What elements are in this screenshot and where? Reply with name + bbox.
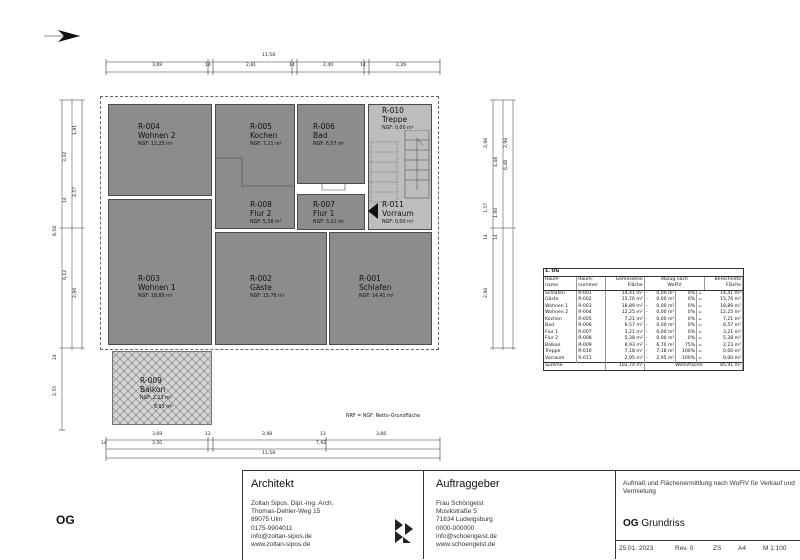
table-cell: R-006 [577,323,606,330]
table-cell: 15,76 m² [606,297,645,304]
table-cell: 6,57 m² [705,323,743,330]
room-label-r001: R-001 Schlafen NGF: 14,41 m² [359,274,394,299]
table-cell: 0,00 m² [650,290,676,297]
table-cell: R-007 [577,330,606,337]
dim-right: 2,96 [484,137,489,148]
table-cell: 0% [676,336,697,343]
dim-bottom: 3,66 [376,432,387,437]
col-header: Berechnete Fläche [705,277,743,291]
table-operator: - [645,329,648,335]
dim-right: 4,48 [494,156,499,167]
dim-right: 2,96 [504,137,509,148]
room-label-r006: R-006 Bad NGF: 6,57 m² [313,122,345,147]
dim-right: 1,60 [494,207,499,218]
table-cell: 0% [676,330,697,337]
dim-bottom: 3,98 [262,432,273,437]
dim-bottom: 3,69 [152,432,163,437]
table-cell: 15,76 m² [705,297,743,304]
dim-bottom: 13 [320,432,326,437]
dim-top-seg: 14 [289,63,295,68]
dim-top-total: 11,58 [262,53,276,58]
table-cell: 14,41 m² [606,290,645,297]
dim-left: 3,32 [63,151,68,162]
dim-top-seg: 14 [205,63,211,68]
table-cell: 8,93 m² [606,343,645,350]
paper-size: A4 [738,545,746,552]
table-operator: - [645,355,648,361]
table-cell: 7,18 m² [606,349,645,356]
dim-bottom: 3,50 [152,441,163,446]
table-cell: Flur 2 [544,336,577,343]
dim-right: 14 [494,234,499,240]
dim-left: 6,12 [63,269,68,280]
dim-left: 8,58 [53,225,58,236]
table-operator: - [645,336,648,341]
dim-left: 14 [63,197,68,203]
col-header: Raum- nummer [577,277,606,291]
table-operator: - [645,290,648,296]
col-header: Abzug nach WoFlV [644,277,705,291]
table-operator: = [698,297,702,302]
title-block [242,470,800,560]
architect-logo-icon [393,517,415,545]
dim-top-seg: 2,81 [246,63,257,68]
table-cell: Treppe [544,349,577,356]
client-address: Frau Schöngeist Musikstraße 5 71634 Ludwigsburg 0000-000000 info@schoengeist.de www.schoengeist.de [436,500,497,549]
area-table [543,268,744,371]
room-label-r007: R-007 Flur 1 NGF: 3,21 m² [313,200,345,225]
table-cell: R-010 [577,349,606,356]
dim-right: 1,57 [484,202,489,213]
wohnflaeche-label: Wohnfläche: [644,363,705,370]
col-header: Raum- name [544,277,577,291]
table-cell: 0% [676,310,697,317]
floor-label: OG [56,513,75,527]
architect-heading: Architekt [251,478,294,490]
room-label-r008: R-008 Flur 2 NGF: 5,38 m² [250,200,282,225]
table-cell: 0% [676,317,697,324]
room-label-r002: R-002 Gäste NGF: 15,76 m² [250,274,285,299]
room-label-r011: R-011 Vorraum NGF: 0,00 m² [382,200,414,225]
plan-date: 25.01. 2023 [619,545,654,552]
table-cell: 0,00 m² [650,297,676,304]
sum-value: 102,74 m² [606,363,645,370]
sum-label: Summe [544,363,606,370]
table-cell: 0,00 m² [650,304,676,311]
plan-title: OG Grundriss [623,518,685,529]
table-operator: = [698,355,702,361]
table-operator: - [645,323,648,328]
table-cell: R-005 [577,317,606,324]
table-cell: 0% [676,304,697,311]
table-cell: 14,41 m² [705,290,743,297]
table-cell: 6,57 m² [606,323,645,330]
table-operator: = [698,290,702,296]
table-cell: R-008 [577,336,606,343]
table-cell: 3,21 m² [606,330,645,337]
dim-top-seg: 14 [360,63,366,68]
table-cell: 0% [676,290,697,297]
dim-bottom: 14 [101,441,107,446]
project-description: Aufmaß und Flächenermittlung nach WoFlV für Verkauf und Vermietung [623,480,795,496]
table-cell: Wohnen 1 [544,304,577,311]
table-cell: R-001 [577,290,606,297]
table-row [544,290,743,297]
table-cell: 12,25 m² [705,310,743,317]
dim-right: 6,48 [504,159,509,170]
table-cell: 2,23 m² [705,343,743,350]
table-cell: 0,00 m² [650,330,676,337]
table-cell: 5,38 m² [606,336,645,343]
dim-right: 2,96 [484,287,489,298]
table-operator: - [645,342,648,348]
area-table-title: 1. OG [544,269,743,277]
table-cell: 18,89 m² [606,304,645,311]
room-label-r005: R-005 Kochen NGF: 7,21 m² [250,122,282,147]
dim-bottom: 12 [205,432,211,437]
table-operator: - [645,310,648,315]
table-cell: R-004 [577,310,606,317]
meta-divider [615,540,800,541]
table-cell: Bad [544,323,577,330]
table-cell: 18,89 m² [705,304,743,311]
table-operator: = [698,342,702,348]
table-header-row [544,277,743,291]
dim-top-seg: 2,26 [396,63,407,68]
dim-bottom: 7,92 [316,441,327,446]
table-cell: 0,00 m² [650,317,676,324]
table-operator: = [698,323,702,328]
table-cell: Schlafen [544,290,577,297]
table-cell: 5,38 m² [705,336,743,343]
wohnflaeche-value: 85,91 m² [705,363,743,370]
legend-note: NRF = NGF: Netto-Grundfläche [346,414,421,419]
table-cell: 100% [676,356,697,363]
table-cell: 0,00 m² [705,349,743,356]
table-operator: - [645,303,648,309]
dim-left: 24 [53,354,58,360]
table-cell: 0,00 m² [650,336,676,343]
room-label-r009: R-009 Balkon NGF: 2,23 m² 8,93 m² [140,376,173,410]
table-cell: 75% [676,343,697,350]
table-cell: Flur 1 [544,330,577,337]
table-cell: Kochen [544,317,577,324]
room-label-r010: R-010 Treppe NGF: 0,00 m² [382,106,414,131]
table-operator: = [698,349,702,354]
table-operator: = [698,316,702,322]
entrance-arrow-icon [366,202,380,220]
dim-left: 2,96 [73,287,78,298]
table-cell: R-003 [577,304,606,311]
room-label-r003: R-003 Wohnen 1 NGF: 18,89 m² [138,274,176,299]
table-cell: 2,95 m² [650,356,676,363]
table-cell: 0% [676,297,697,304]
architect-address: Zoltan Sipos, Dipl.-Ing. Arch. Thomas-Dehler-Weg 15 89075 Ulm 0175-9904011 info@zoltan-sipos.de www.zoltan-sipos.de [251,500,334,549]
plan-code: ZS [713,545,722,552]
dim-top-seg: 3,69 [152,63,163,68]
table-cell: 0,00 m² [650,310,676,317]
table-cell: Vorraum [544,356,577,363]
dim-left: 1,91 [73,124,78,135]
dim-left: 2,57 [73,186,78,197]
dim-bottom-total: 11,58 [262,451,276,456]
table-cell: Balkon [544,343,577,350]
table-cell: 6,70 m² [650,343,676,350]
table-cell: Wohnen 2 [544,310,577,317]
table-cell: 7,21 m² [705,317,743,324]
table-cell: 3,21 m² [705,330,743,337]
table-cell: R-011 [577,356,606,363]
col-header: Gemessene Fläche [606,277,645,291]
table-operator: - [645,316,648,322]
dim-top-seg: 2,40 [323,63,334,68]
table-operator: = [698,336,702,341]
client-heading: Auftraggeber [436,478,500,490]
table-cell: Gäste [544,297,577,304]
table-cell: R-009 [577,343,606,350]
table-row [544,356,743,363]
table-sum-row [544,363,743,370]
plan-revision: Rev. 0 [675,545,694,552]
table-cell: 12,25 m² [606,310,645,317]
table-cell: 0,00 m² [650,323,676,330]
table-cell: 2,95 m² [606,356,645,363]
table-operator: = [698,303,702,309]
table-cell: 0,00 m² [705,356,743,363]
table-cell: R-002 [577,297,606,304]
table-operator: - [645,349,648,354]
table-cell: 7,21 m² [606,317,645,324]
room-label-r004: R-004 Wohnen 2 NGF: 12,25 m² [138,122,176,147]
table-operator: = [698,329,702,335]
dim-left: 2,55 [53,385,58,396]
table-cell: 0% [676,323,697,330]
plan-scale: M 1:100 [763,545,787,552]
table-operator: = [698,310,702,315]
table-operator: - [645,297,648,302]
table-cell: 100% [676,349,697,356]
table-cell: 7,18 m² [650,349,676,356]
dim-right: 14 [484,234,489,240]
